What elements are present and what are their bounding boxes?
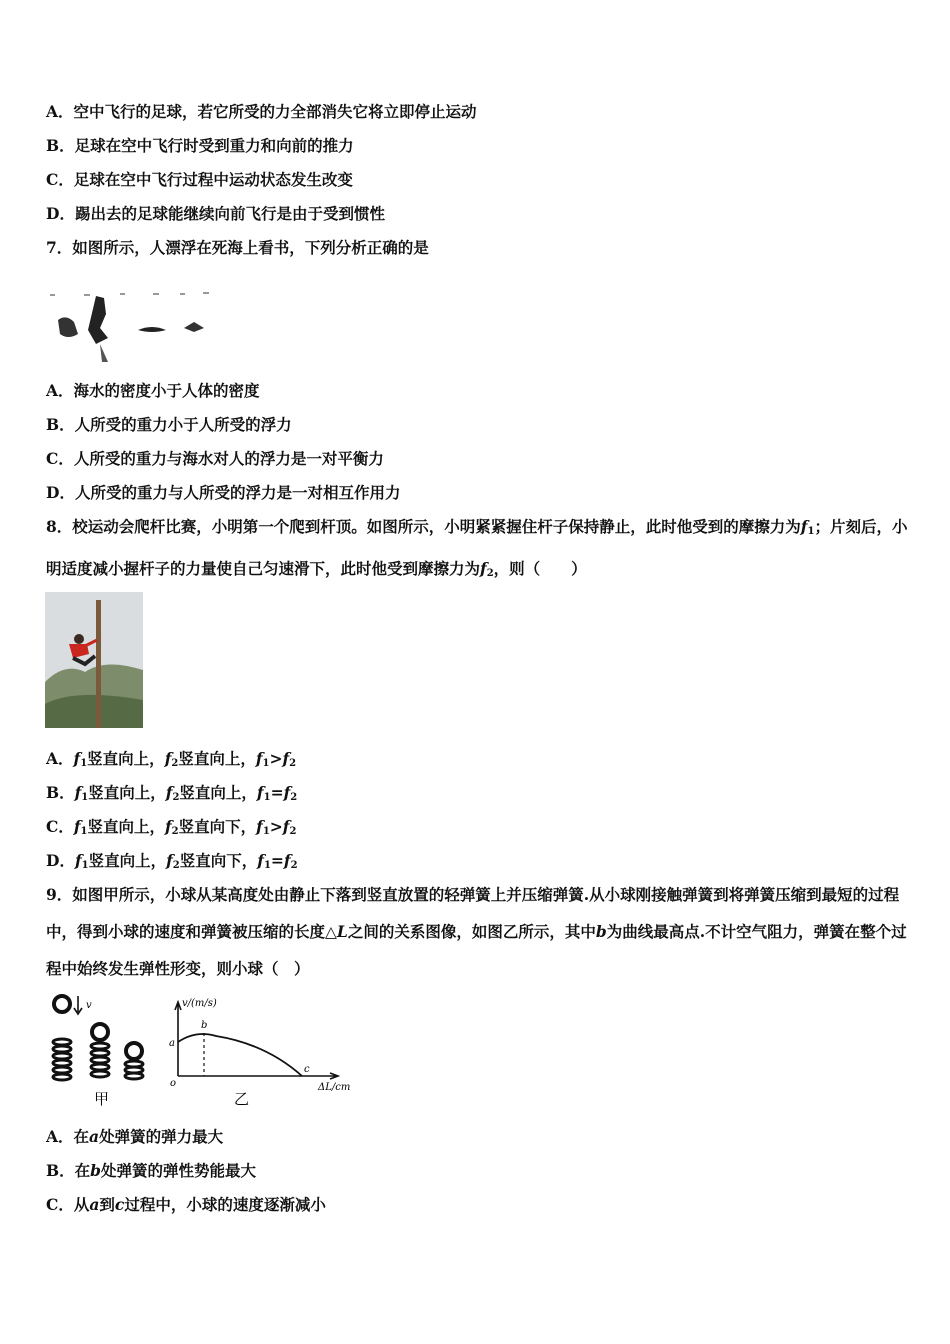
y-axis-label: v/(m/s) — [182, 998, 217, 1009]
velocity-curve — [178, 1034, 302, 1076]
q6-option-a: A．空中飞行的足球，若它所受的力全部消失它将立即停止运动 — [46, 102, 477, 121]
q9-option-b: B．在b处弹簧的弹性势能最大 — [46, 1161, 256, 1180]
caption-jia: 甲 — [94, 1090, 110, 1108]
q8-option-b: B．$f_1$竖直向上，$f_2$竖直向上，$f_1=f_2$ — [46, 783, 298, 803]
q6-option-b: B．足球在空中飞行时受到重力和向前的推力 — [46, 136, 354, 155]
q7-stem: 7．如图所示，人漂浮在死海上看书，下列分析正确的是 — [46, 238, 429, 257]
q8-option-d: D．$f_1$竖直向上，$f_2$竖直向下，$f_1=f_2$ — [46, 851, 298, 871]
origin-label: o — [170, 1078, 177, 1089]
point-c-label: c — [304, 1064, 310, 1075]
q9-option-c: C．从a到c过程中，小球的速度逐渐减小 — [46, 1195, 326, 1214]
q8-option-c: C．$f_1$竖直向上，$f_2$竖直向下，$f_1>f_2$ — [46, 817, 297, 837]
q6-option-d: D．踢出去的足球能继续向前飞行是由于受到惯性 — [46, 204, 385, 223]
v-label: v — [86, 1000, 92, 1011]
q6-option-c: C．足球在空中飞行过程中运动状态发生改变 — [46, 170, 353, 189]
ball-icon — [54, 996, 70, 1012]
q9-option-a: A．在a处弹簧的弹力最大 — [46, 1127, 224, 1146]
caption-yi: 乙 — [234, 1090, 250, 1108]
pole-climbing-photo — [45, 592, 143, 728]
q9-stem: 9．如图甲所示，小球从某高度处由静止下落到竖直放置的轻弹簧上并压缩弹簧.从小球刚接触弹簧到将弹簧压缩到最短的过程中，得到小球的速度和弹簧被压缩的长度△L之间的关系图像，如图乙所示，其中b为曲线最高点.不计空气阻力，弹簧在整个过程中始终发生弹性形变，则小球（ ） — [46, 885, 907, 978]
q7-option-a: A．海水的密度小于人体的密度 — [46, 381, 260, 400]
point-a-label: a — [169, 1038, 175, 1049]
y-axis — [175, 1002, 181, 1076]
q7-option-d: D．人所受的重力与人所受的浮力是一对相互作用力 — [46, 483, 401, 502]
spring-icon — [53, 1039, 71, 1080]
spring-ball-figure — [46, 992, 366, 1110]
x-axis — [178, 1073, 338, 1079]
q7-option-c: C．人所受的重力与海水对人的浮力是一对平衡力 — [46, 449, 384, 468]
q7-option-b: B．人所受的重力小于人所受的浮力 — [46, 415, 292, 434]
point-b-label: b — [201, 1020, 208, 1031]
down-arrow-icon — [74, 996, 82, 1014]
q8-option-a: A．$f_1$竖直向上，$f_2$竖直向上，$f_1>f_2$ — [46, 749, 297, 769]
dead-sea-photo — [48, 284, 213, 364]
q8-stem: 8．校运动会爬杆比赛，小明第一个爬到杆顶。如图所示，小明紧紧握住杆子保持静止，此时他受到的摩擦力为$f_1$；片刻后，小明适度减小握杆子的力量使自己匀速滑下，此时他受到摩擦力为$f_2$，则（ ） — [46, 517, 908, 579]
x-axis-label: ΔL/cm — [318, 1082, 351, 1093]
